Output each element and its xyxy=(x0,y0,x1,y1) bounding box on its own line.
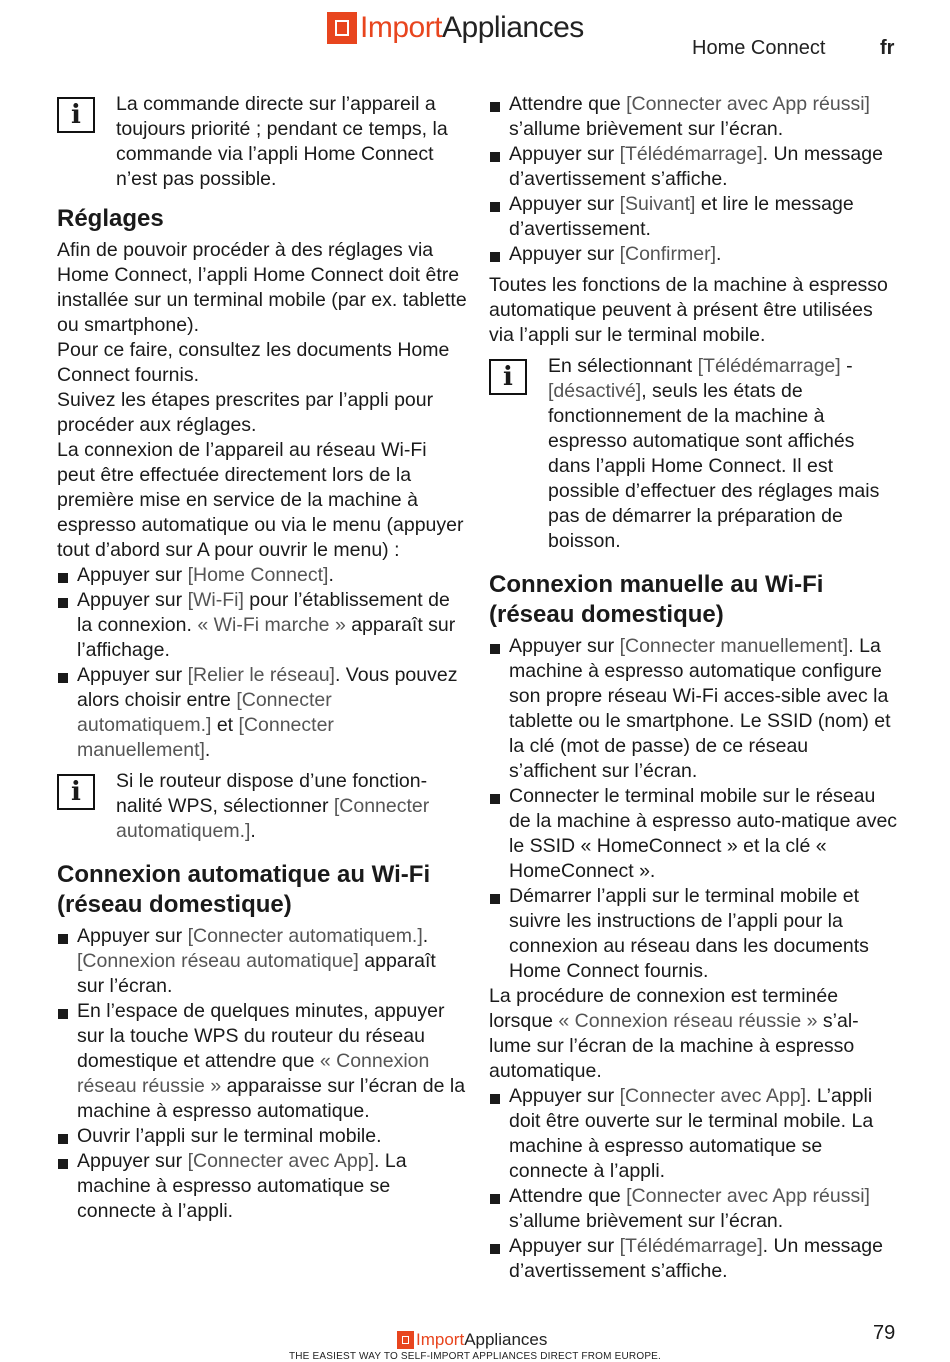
list-item: Connecter le terminal mobile sur le réseau de la machine à espresso auto-matique avec le SSID « HomeConnect » et la clé « HomeConnect ». xyxy=(489,784,899,884)
section-heading-manual-wifi: Connexion manuelle au Wi-Fi (réseau domestique) xyxy=(489,571,824,628)
info-note xyxy=(57,92,467,192)
list-item: Appuyer sur [Home Connect]. xyxy=(57,563,467,588)
page-number: 79 xyxy=(873,1322,896,1344)
info-note xyxy=(489,354,899,554)
paragraph: Suivez les étapes prescrites par l’appli pour procéder aux réglages. xyxy=(57,389,434,436)
step-list xyxy=(489,1084,899,1284)
list-item: Appuyer sur [Wi-Fi] pour l’établissement de la connexion. « Wi-Fi marche » apparaît sur l’affichage. xyxy=(57,588,467,663)
info-note xyxy=(57,769,467,844)
step-list xyxy=(489,92,899,267)
list-item: Appuyer sur [Connecter manuellement]. La machine à espresso automatique configure son propre réseau Wi-Fi acces-sible avec la tablette ou le smartphone. Le SSID (nom) et la clé (mot de passe) de ce réseau s’affichent sur l’écran. xyxy=(489,634,899,784)
logo-wordmark: ImportAppliances xyxy=(360,11,584,44)
footer-tagline: THE EASIEST WAY TO SELF-IMPORT APPLIANCES DIRECT FROM EUROPE. xyxy=(288,1351,662,1362)
list-item: Appuyer sur [Télédémarrage]. Un message d’avertissement s’affiche. xyxy=(489,142,899,192)
logo-square-icon xyxy=(397,1331,414,1349)
paragraph: Afin de pouvoir procéder à des réglages via Home Connect, l’appli Home Connect doit être installée sur un terminal mobile (par ex. tablette ou smartphone). xyxy=(57,239,467,336)
list-item: Appuyer sur [Télédémarrage]. Un message d’avertissement s’affiche. xyxy=(489,1234,899,1284)
paragraph: La procédure de connexion est terminée lorsque « Connexion réseau réussie » s’al-lume sur l’écran de la machine à espresso automatique. xyxy=(489,985,859,1082)
paragraph: Toutes les fonctions de la machine à espresso automatique peuvent à présent être utilisées via l’appli sur le terminal mobile. xyxy=(489,274,888,346)
info-icon: i xyxy=(489,359,527,395)
note-text: La commande directe sur l’appareil a toujours priorité ; pendant ce temps, la commande via l’appli Home Connect n’est pas possible. xyxy=(116,93,448,190)
logo-square-icon xyxy=(327,12,357,44)
list-item: Appuyer sur [Suivant] et lire le message d’avertissement. xyxy=(489,192,899,242)
step-list xyxy=(57,924,467,1224)
list-item: Ouvrir l’appli sur le terminal mobile. xyxy=(57,1124,467,1149)
running-header-language: fr xyxy=(880,37,895,59)
footer-brand-logo xyxy=(397,1330,547,1350)
list-item: Appuyer sur [Connecter automatiquem.]. [Connexion réseau automatique] apparaît sur l’écran. xyxy=(57,924,467,999)
list-item: Attendre que [Connecter avec App réussi] s’allume brièvement sur l’écran. xyxy=(489,92,899,142)
list-item: Appuyer sur [Relier le réseau]. Vous pouvez alors choisir entre [Connecter automatiquem.] et [Connecter manuellement]. xyxy=(57,663,467,763)
list-item: Appuyer sur [Confirmer]. xyxy=(489,242,899,267)
paragraph: Pour ce faire, consultez les documents Home Connect fournis. xyxy=(57,339,450,386)
section-heading-auto-wifi: Connexion automatique au Wi-Fi (réseau domestique) xyxy=(57,861,431,918)
list-item: Attendre que [Connecter avec App réussi] s’allume brièvement sur l’écran. xyxy=(489,1184,899,1234)
list-item: Appuyer sur [Connecter avec App]. La machine à espresso automatique se connecte à l’appli. xyxy=(57,1149,467,1224)
section-heading-reglages: Réglages xyxy=(57,205,164,232)
list-item: En l’espace de quelques minutes, appuyer sur la touche WPS du routeur du réseau domestique et attendre que « Connexion réseau réussie » apparaisse sur l’écran de la machine à espresso automatique. xyxy=(57,999,467,1124)
left-column xyxy=(57,92,467,1224)
logo-wordmark: ImportAppliances xyxy=(416,1330,548,1349)
info-icon: i xyxy=(57,774,95,810)
list-item: Appuyer sur [Connecter avec App]. L’appli doit être ouverte sur le terminal mobile. La machine à espresso automatique se connecte à l’appli. xyxy=(489,1084,899,1184)
running-header-topic: Home Connect xyxy=(692,37,826,59)
brand-logo xyxy=(327,10,584,46)
list-item: Démarrer l’appli sur le terminal mobile et suivre les instructions de l’appli pour la connexion au réseau dans les documents Home Connect fournis. xyxy=(489,884,899,984)
info-icon: i xyxy=(57,97,95,133)
paragraph: La connexion de l’appareil au réseau Wi-Fi peut être effectuée directement lors de la première mise en service de la machine à espresso automatique ou via le menu (appuyer tout d’abord sur A pour ouvrir le menu) : xyxy=(57,439,464,561)
note-text: En sélectionnant [Télédémarrage] - [désactivé], seuls les états de fonctionnement de la machine à espresso automatique sont affichés dans l’appli Home Connect. Il est possible d’effectuer des réglages mais pas de démarrer la préparation de boisson. xyxy=(548,355,880,552)
right-column xyxy=(489,92,899,1284)
step-list xyxy=(57,563,467,763)
step-list xyxy=(489,634,899,984)
note-text: Si le routeur dispose d’une fonction-nalité WPS, sélectionner [Connecter automatiquem.]. xyxy=(116,770,430,842)
